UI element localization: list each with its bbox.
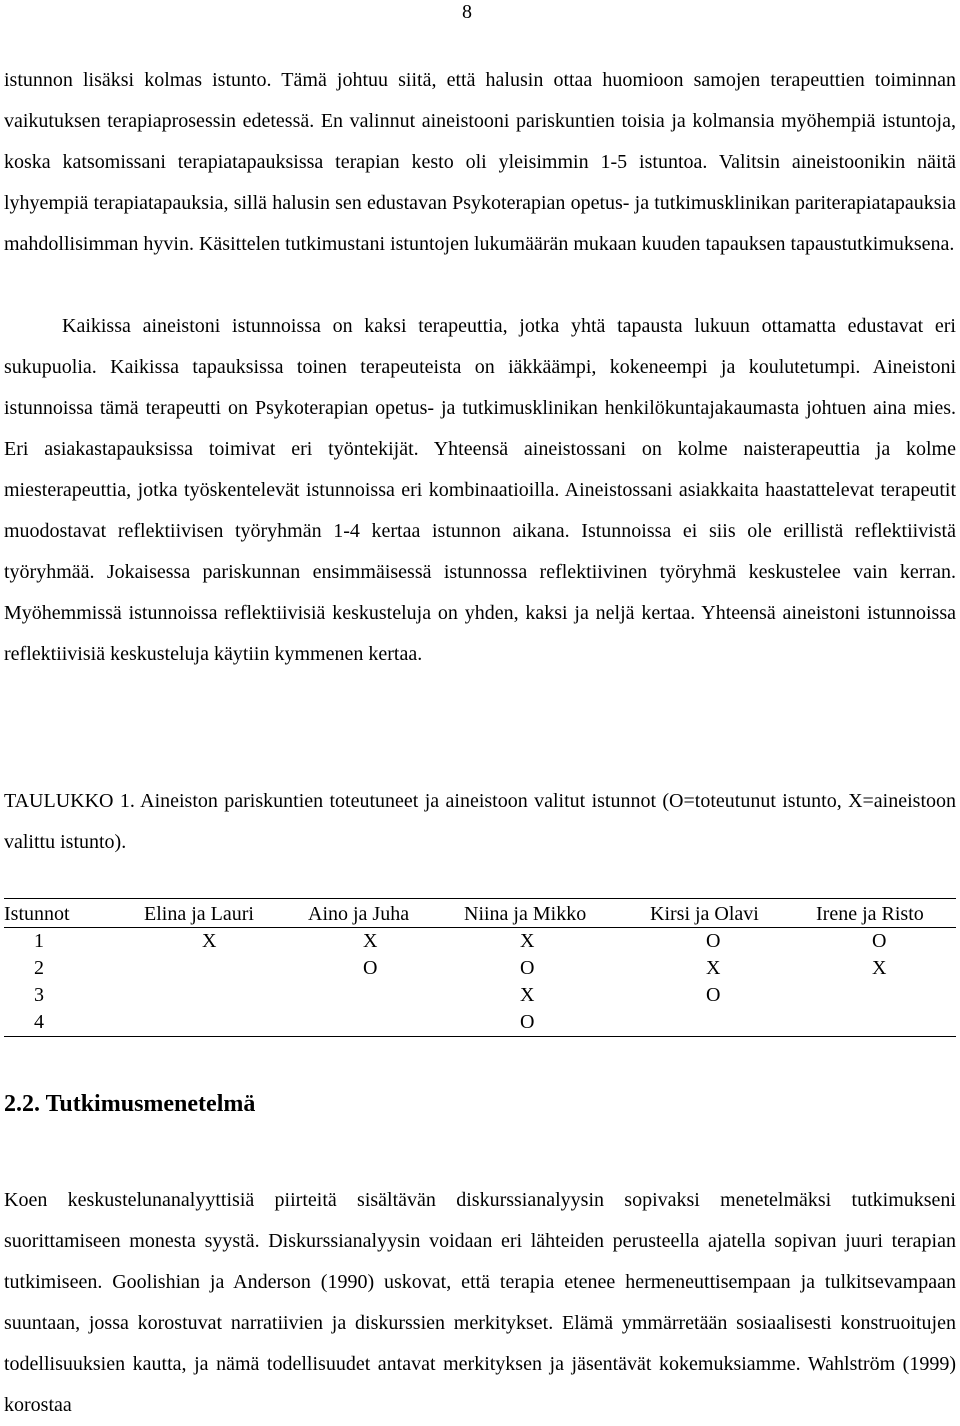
table-row <box>4 1009 956 1037</box>
table-cell: O <box>520 957 535 979</box>
body-paragraph-2: Kaikissa aineistoni istunnoissa on kaksi terapeuttia, jotka yhtä tapausta lukuun ottamatta edustavat eri sukupuolia. Kaikissa tapauksissa toinen terapeuteista on iäkkäämpi, kokeneempi ja koulutetumpi. Aineistoni istunnoissa tämä terapeutti on Psykoterapian opetus- ja tutkimusklinikan henkilökuntajakaumasta johtuen aina mies. Eri asiakastapauksissa toimivat eri työntekijät. Yhteensä aineistossani on kolme naisterapeuttia ja kolme miesterapeuttia, jotka työskentelevät istunnoissa eri kombinaatioilla. Aineistossani asiakkaita haastattelevat terapeutit muodostavat reflektiivisen työryhmän 1-4 kertaa istunnon aikana. Istunnoissa ei siis ole erillistä reflektiivistä työryhmää. Jokaisessa pariskunnan ensimmäisessä istunnossa reflektiivinen työryhmä keskustelee vain kerran. Myöhemmissä istunnoissa reflektiivisiä keskusteluja on yhden, kaksi ja neljä kertaa. Yhteensä aineistoni istunnoissa reflektiivisiä keskusteluja käytiin kymmenen kertaa. <box>4 315 956 665</box>
table-cell: X <box>872 957 887 979</box>
table-cell: 3 <box>34 984 44 1006</box>
table-cell: 2 <box>34 957 44 979</box>
table-cell: O <box>706 984 721 1006</box>
table-header-cell: Aino ja Juha <box>308 899 464 928</box>
table-header-cell: Istunnot <box>4 899 144 928</box>
sessions-table <box>4 898 956 1037</box>
table-cell <box>650 1009 816 1037</box>
table-header-cell: Irene ja Risto <box>816 899 956 928</box>
table-header-cell: Elina ja Lauri <box>144 899 308 928</box>
body-paragraph-1: istunnon lisäksi kolmas istunto. Tämä johtuu siitä, että halusin ottaa huomioon samojen terapeuttien toiminnan vaikutuksen terapiaprosessin edetessä. En valinnut aineistooni pariskuntien toisia ja kolmansia myöhempiä istuntoja, koska katsomissani terapiatapauksissa terapian kesto oli yleisimmin 1-5 istuntoa. Valitsin aineistoonikin näitä lyhyempiä terapiatapauksia, sillä halusin sen edustavan Psykoterapian opetus- ja tutkimusklinikan pariterapiatapauksia mahdollisimman hyvin. Käsittelen tutkimustani istuntojen lukumäärän mukaan kuuden tapauksen tapaustutkimuksena. <box>4 69 956 255</box>
table-cell: X <box>520 984 535 1006</box>
section-paragraph: Koen keskustelunanalyyttisiä piirteitä sisältävän diskurssianalyysin sopivaksi menetelmäksi tutkimukseni suorittamiseen monesta syystä. Diskurssianalyysin voidaan eri lähteiden perusteella ajatella sopivan juuri terapian tutkimiseen. Goolishian ja Anderson (1990) uskovat, että terapia etenee hermeneuttisempaan ja tulkitsevampaan suuntaan, jossa korostuvat narratiivien ja diskurssien merkitykset. Elämä ymmärretään sosiaalisesti konstruoitujen todellisuuksien kautta, ja nämä todellisuudet antavat merkityksen ja jäsentävät kokemuksiamme. Wahlström (1999) korostaa <box>4 1189 956 1416</box>
table-cell <box>308 982 464 1009</box>
table-cell: O <box>363 957 378 979</box>
table-cell <box>144 955 308 982</box>
table-cell: X <box>520 930 535 952</box>
table-cell: X <box>363 930 378 952</box>
table-caption: TAULUKKO 1. Aineiston pariskuntien toteutuneet ja aineistoon valitut istunnot (O=toteutunut istunto, X=aineistoon valittu istunto). <box>4 790 956 853</box>
table-row <box>4 955 956 982</box>
table-header-cell: Kirsi ja Olavi <box>650 899 816 928</box>
table-cell <box>144 982 308 1009</box>
table-cell <box>816 982 956 1009</box>
table-cell <box>144 1009 308 1037</box>
table-cell: X <box>202 930 217 952</box>
table-header-cell: Niina ja Mikko <box>464 899 650 928</box>
table-row <box>4 982 956 1009</box>
table-cell: O <box>872 930 887 952</box>
table-cell: O <box>464 1009 650 1037</box>
table-cell: 1 <box>34 930 44 952</box>
table-cell: O <box>706 930 721 952</box>
page-number: 8 <box>462 1 472 23</box>
table-cell: X <box>706 957 721 979</box>
table-cell <box>816 1009 956 1037</box>
table-row <box>4 928 956 956</box>
table-cell <box>308 1009 464 1037</box>
section-heading: 2.2. Tutkimusmenetelmä <box>4 1091 256 1117</box>
table-cell: 4 <box>4 1009 144 1037</box>
table-header-row <box>4 899 956 928</box>
